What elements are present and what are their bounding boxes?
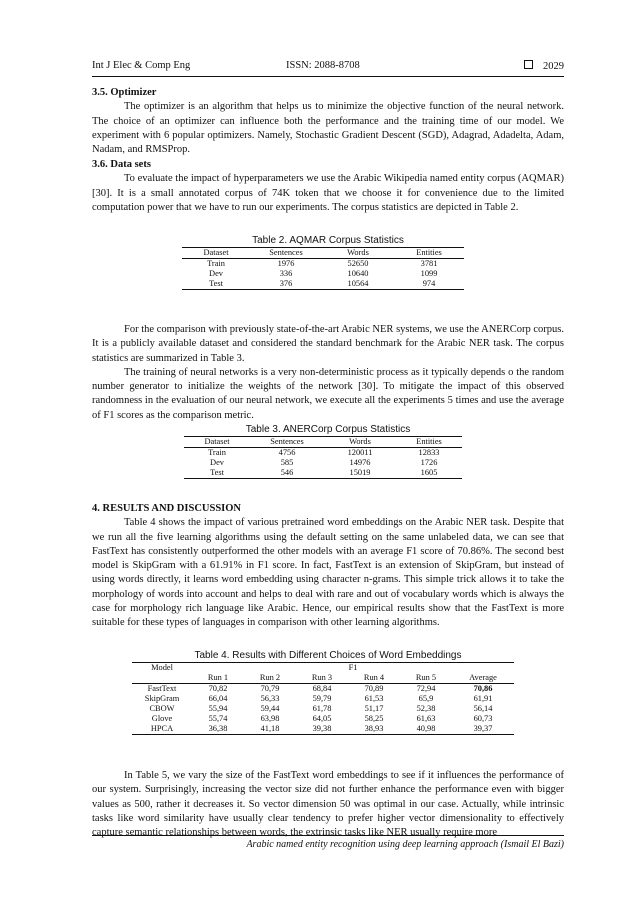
section-heading: 4. RESULTS AND DISCUSSION <box>92 503 241 514</box>
journal-name: Int J Elec & Comp Eng <box>92 60 191 71</box>
table-cell: 974 <box>394 279 464 290</box>
table4-f1-group-header: F1 <box>192 663 514 674</box>
table4-column-header: Run 3 <box>296 673 348 684</box>
table-cell: 546 <box>250 468 324 479</box>
section-optimizer <box>92 86 564 157</box>
table-cell: Test <box>182 279 250 290</box>
table-cell: 56,33 <box>260 694 280 703</box>
table4-column-header: Average <box>452 673 514 684</box>
table-cell: 15019 <box>324 468 396 479</box>
footer-text: Arabic named entity recognition using deep learning approach (Ismail El Bazi) <box>246 839 564 850</box>
table-cell: 10640 <box>347 269 369 278</box>
table-cell: HPCA <box>132 724 192 735</box>
table2-header-row <box>182 248 464 259</box>
paragraph-randomness: The training of neural networks is a very non-deterministic process as it typically depends o the random number generator to initialize the weights of the network [30]. To mitigate the impact of this observed randomness in the evaluation of our neural network, we execute all the experiments 5 times and use the average of F1 scores as the comparison metric. <box>92 366 564 421</box>
running-footer <box>92 835 564 850</box>
table3-column-header: Dataset <box>184 437 250 448</box>
table-cell: 60,73 <box>473 714 493 723</box>
section-results <box>92 502 564 631</box>
table-cell: 66,04 <box>208 694 228 703</box>
section-heading: 3.6. Data sets <box>92 159 151 170</box>
table-row <box>132 714 514 724</box>
table-cell: CBOW <box>149 704 175 713</box>
table-cell: 38,93 <box>348 724 400 735</box>
table4-header-row <box>132 673 514 684</box>
table-cell: 1726 <box>420 458 438 467</box>
table2 <box>182 247 464 290</box>
table-row <box>132 694 514 704</box>
section-paragraph: The optimizer is an algorithm that helps us to minimize the objective function of the neural network. The choice of an optimizer can influence both the performance and the training time of our model. We experiment with 6 popular optimizers. Namely, Stochastic Gradient Descent (SGD), Adagrad, Adadelta, Adam, Nadam, and RMSProp. <box>92 101 564 156</box>
table2-caption: Table 2. AQMAR Corpus Statistics <box>252 235 404 246</box>
table-cell: 36,38 <box>192 724 244 735</box>
table4-column-header: Run 2 <box>244 673 296 684</box>
table-cell: 59,44 <box>260 704 280 713</box>
table-cell: 70,89 <box>364 684 384 693</box>
table-cell: 120011 <box>347 448 373 457</box>
table-cell: 1976 <box>277 259 295 268</box>
table-cell: 64,05 <box>312 714 332 723</box>
table4-caption: Table 4. Results with Different Choices of Word Embeddings <box>194 650 462 661</box>
table-cell: 1099 <box>420 269 438 278</box>
section-paragraph: To evaluate the impact of hyperparameters we use the Arabic Wikipedia named entity corpus (AQMAR) [30]. It is a small annotated corpus of 74K token that we choose it for convenience due to the limited computation power that we have to run our experiments. The corpus statistics are depicted in Table 2. <box>92 173 564 213</box>
table2-column-header: Dataset <box>182 248 250 259</box>
footer-rule <box>92 835 564 836</box>
table-row <box>132 704 514 714</box>
paragraph-anercorp: For the comparison with previously state-of-the-art Arabic NER systems, we use the ANERCorp corpus. It is a publicly available dataset and considered the standard benchmark for the Arabic NER task. The corpus statistics are summarized in Table 3. <box>92 324 564 364</box>
table-row <box>182 279 464 290</box>
table-cell: FastText <box>147 684 177 693</box>
table4 <box>132 662 514 735</box>
table-cell: 58,25 <box>364 714 384 723</box>
table-cell: Glove <box>151 714 173 723</box>
table-cell: 3781 <box>420 259 438 268</box>
paragraph-table5: In Table 5, we vary the size of the FastText word embeddings to see if it influences the performance of our system. Surprisingly, increasing the vector size did not further enhance the performance even with bigger values as 500, rather it decreases it. So vector dimension 50 was optimal in our case. Actually, while intrinsic tasks like word similarity have usually clear tendency to prefer higher vector dimensionality to effectively capture semantic relationships between words, the extrinsic tasks like NER usually require more <box>92 770 564 839</box>
table2-column-header: Entities <box>394 248 464 259</box>
table-cell: 72,94 <box>416 684 436 693</box>
table-cell: 59,79 <box>312 694 332 703</box>
section-middle-paragraphs <box>92 323 564 423</box>
table4-model-header: Model <box>132 663 192 674</box>
table3 <box>184 436 462 479</box>
table-cell: 336 <box>279 269 293 278</box>
table-cell: 52,38 <box>416 704 436 713</box>
table-cell: 61,53 <box>364 694 384 703</box>
table-cell: 61,63 <box>416 714 436 723</box>
section-datasets <box>92 158 564 215</box>
table3-column-header: Words <box>324 437 396 448</box>
table-cell: 61,91 <box>473 694 493 703</box>
table2-column-header: Words <box>322 248 394 259</box>
table-cell: Train <box>208 448 226 457</box>
table-row <box>184 448 462 459</box>
table-cell: 585 <box>280 458 294 467</box>
table-cell: 70,86 <box>473 684 493 693</box>
table-row <box>132 684 514 695</box>
table-cell: 376 <box>250 279 322 290</box>
table-cell: 40,98 <box>400 724 452 735</box>
issn: ISSN: 2088-8708 <box>286 60 360 71</box>
table-cell: 10564 <box>322 279 394 290</box>
table-cell: 55,94 <box>208 704 228 713</box>
table-row <box>182 269 464 279</box>
table-row <box>182 259 464 270</box>
table-cell: Dev <box>209 269 223 278</box>
table-cell: 39,38 <box>296 724 348 735</box>
table2-column-header: Sentences <box>250 248 322 259</box>
table-cell: Test <box>184 468 250 479</box>
table-cell: 51,17 <box>364 704 384 713</box>
table-cell: 56,14 <box>473 704 493 713</box>
header-rule <box>92 76 564 77</box>
table-cell: 39,37 <box>452 724 514 735</box>
table3-header-row <box>184 437 462 448</box>
table4-empty-header <box>132 673 192 684</box>
table3-column-header: Entities <box>396 437 462 448</box>
table-cell: 70,79 <box>260 684 280 693</box>
table-cell: 4756 <box>278 448 296 457</box>
table4-column-header: Run 1 <box>192 673 244 684</box>
table3-column-header: Sentences <box>250 437 324 448</box>
section-heading: 3.5. Optimizer <box>92 87 157 98</box>
table-cell: 68,84 <box>312 684 332 693</box>
table3-caption: Table 3. ANERCorp Corpus Statistics <box>245 424 411 435</box>
table-cell: 55,74 <box>208 714 228 723</box>
page-number: 2029 <box>543 61 564 72</box>
table-cell: Dev <box>210 458 224 467</box>
table-cell: 63,98 <box>260 714 280 723</box>
checkbox-square-icon <box>524 60 533 69</box>
table4-column-header: Run 5 <box>400 673 452 684</box>
table-cell: 65,9 <box>418 694 434 703</box>
section-paragraph: Table 4 shows the impact of various pretrained word embeddings on the Arabic NER task. Despite that we run all the five learning algorithms using the default setting on the same unlabeled data, we can see that FastText has consistently outperformed the other models with an average F1 score of 70.86%. The second best model is SkipGram with a 61.91% in F1 score. In fact, FastText is an extension of SkipGram, but instead of using words directly, it learns word embedding using character n-grams. This simple trick allows it to take the morphology of words into account and helps to deal with rare and out of vocabulary words which is always the case for morphology rich language like Arabic. Hence, our empirical results show that the FastText is more suitable for these types of languages in comparison with other learning algorithms. <box>92 517 564 629</box>
table4-group-header-row <box>132 663 514 674</box>
table-cell: 70,82 <box>208 684 228 693</box>
table4-column-header: Run 4 <box>348 673 400 684</box>
table-cell: 14976 <box>349 458 371 467</box>
section-closing-paragraph <box>92 769 564 840</box>
table-cell: 52650 <box>347 259 369 268</box>
table-cell: 41,18 <box>244 724 296 735</box>
table-cell: 61,78 <box>312 704 332 713</box>
page-number-block <box>524 60 564 72</box>
table-row <box>132 724 514 735</box>
table-cell: Train <box>207 259 225 268</box>
table-cell: 1605 <box>396 468 462 479</box>
table-cell: 12833 <box>418 448 440 457</box>
paper-page <box>92 0 564 902</box>
running-header <box>92 60 564 74</box>
table-cell: SkipGram <box>144 694 180 703</box>
table-row <box>184 468 462 479</box>
table-row <box>184 458 462 468</box>
